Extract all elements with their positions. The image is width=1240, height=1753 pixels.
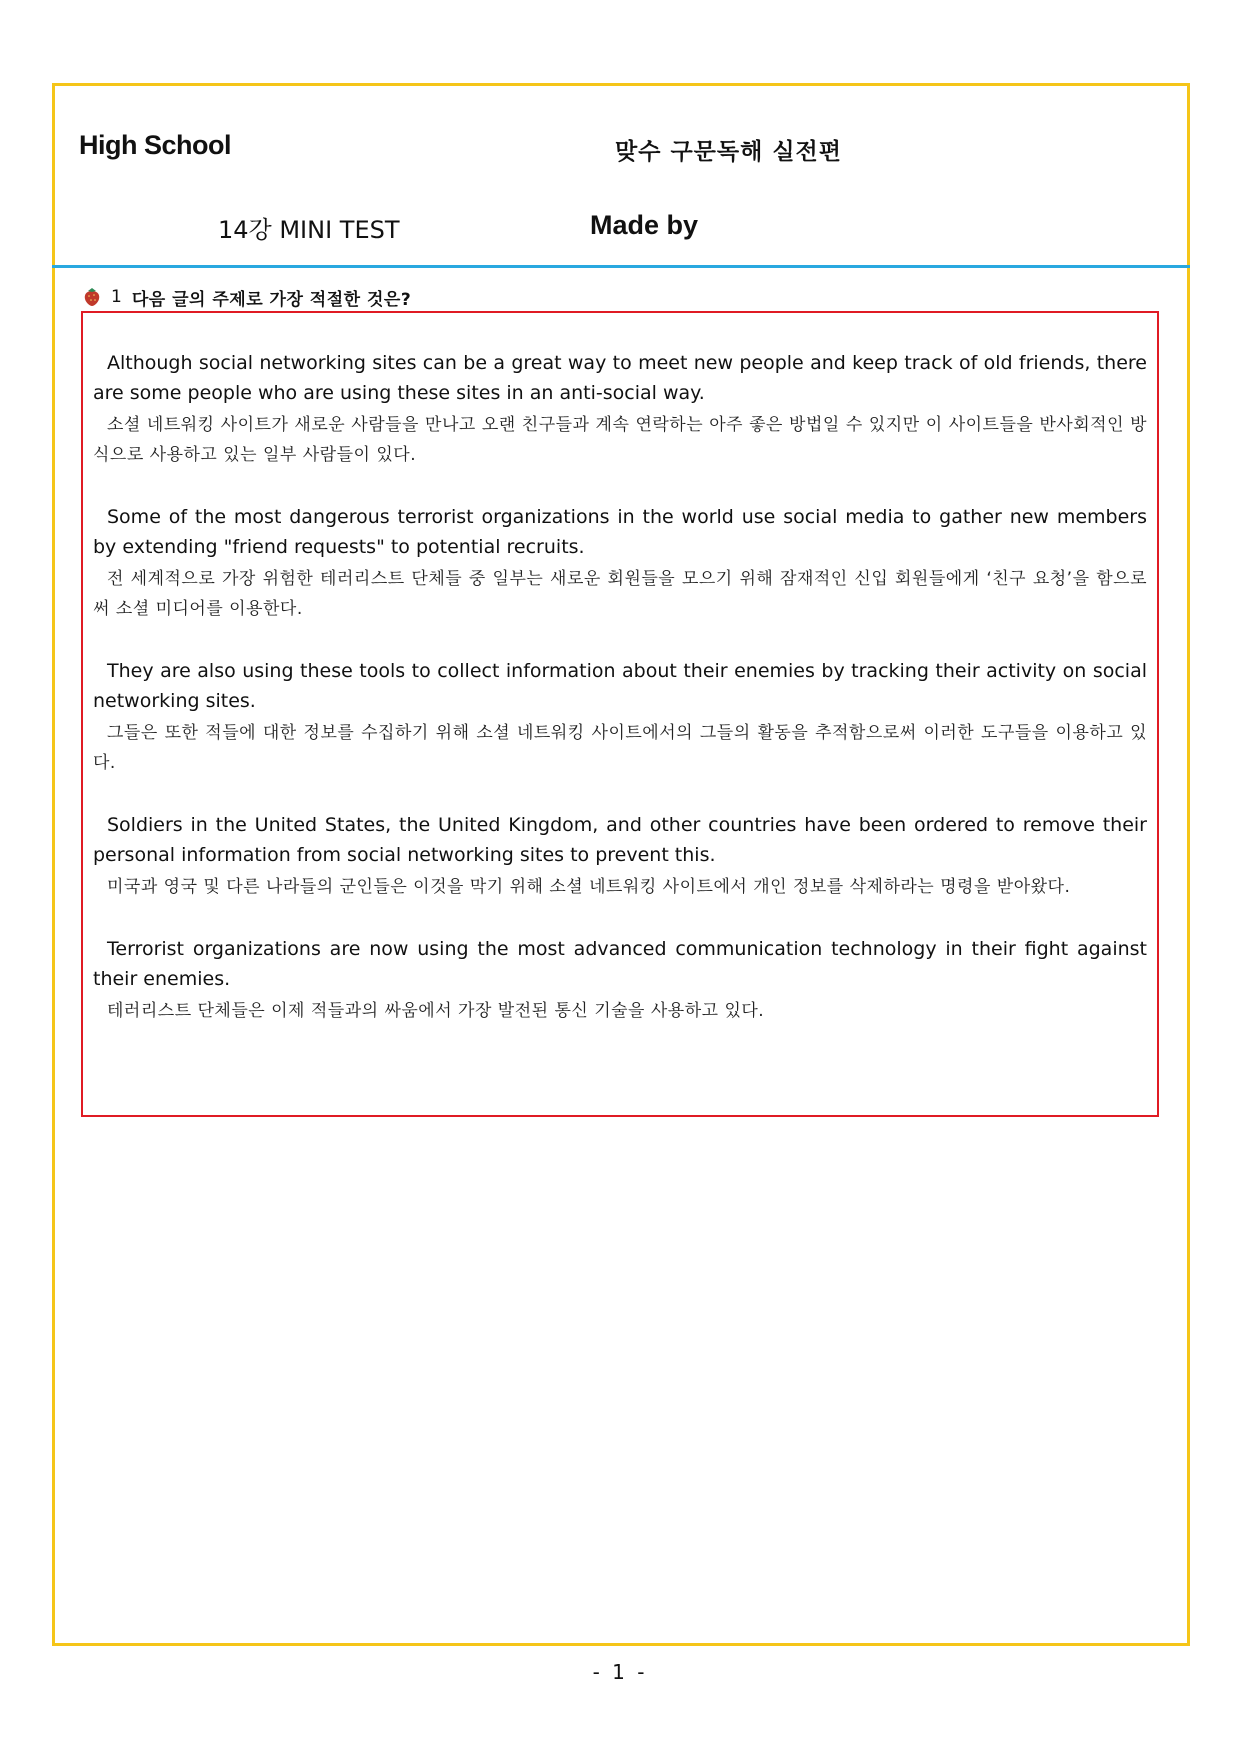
school-level-label: High School bbox=[79, 130, 231, 160]
test-title: 14강 MINI TEST bbox=[218, 216, 400, 244]
header-divider bbox=[52, 265, 1190, 268]
english-sentence: They are also using these tools to collect information about their enemies by tracking their activity on social networking sites. bbox=[93, 660, 1147, 712]
korean-translation: 전 세계적으로 가장 위험한 테러리스트 단체들 중 일부는 새로운 회원들을 모으기 위해 잠재적인 신입 회원들에게 ‘친구 요청’을 함으로써 소셜 미디어를 이용한다. bbox=[93, 569, 1147, 619]
korean-translation: 미국과 영국 및 다른 나라들의 군인들은 이것을 막기 위해 소셜 네트워킹 사이트에서 개인 정보를 삭제하라는 명령을 받아왔다. bbox=[107, 877, 1071, 897]
book-title: 맞수 구문독해 실전편 bbox=[615, 139, 842, 165]
question-number: 1 bbox=[111, 287, 122, 307]
question-header bbox=[83, 284, 411, 310]
english-sentence: Some of the most dangerous terrorist organizations in the world use social media to gather new members by extending "friend requests" to potential recruits. bbox=[93, 506, 1147, 558]
korean-translation: 그들은 또한 적들에 대한 정보를 수집하기 위해 소셜 네트워킹 사이트에서의 그들의 활동을 추적함으로써 이러한 도구들을 이용하고 있다. bbox=[93, 723, 1147, 773]
english-sentence: Terrorist organizations are now using the most advanced communication technology in their fight against their enemies. bbox=[93, 938, 1147, 990]
sentence-pair bbox=[93, 934, 1147, 1026]
made-by-label: Made by bbox=[590, 210, 699, 240]
english-sentence: Although social networking sites can be a great way to meet new people and keep track of old friends, there are some people who are using these sites in an anti-social way. bbox=[93, 352, 1147, 404]
korean-translation: 테러리스트 단체들은 이제 적들과의 싸움에서 가장 발전된 통신 기술을 사용하고 있다. bbox=[107, 1001, 765, 1021]
english-sentence: Soldiers in the United States, the United Kingdom, and other countries have been ordered to remove their personal information from social networking sites to prevent this. bbox=[93, 814, 1147, 866]
passage-box bbox=[81, 311, 1159, 1117]
question-prompt: 다음 글의 주제로 가장 적절한 것은? bbox=[131, 289, 412, 310]
strawberry-icon bbox=[83, 287, 101, 307]
sentence-pair bbox=[93, 810, 1147, 902]
sentence-pair bbox=[93, 502, 1147, 624]
page-number: - 1 - bbox=[592, 1660, 648, 1684]
sentence-pair bbox=[93, 656, 1147, 778]
sentence-pair bbox=[93, 348, 1147, 470]
korean-translation: 소셜 네트워킹 사이트가 새로운 사람들을 만나고 오랜 친구들과 계속 연락하는 아주 좋은 방법일 수 있지만 이 사이트들을 반사회적인 방식으로 사용하고 있는 일부 사람들이 있다. bbox=[93, 415, 1147, 465]
